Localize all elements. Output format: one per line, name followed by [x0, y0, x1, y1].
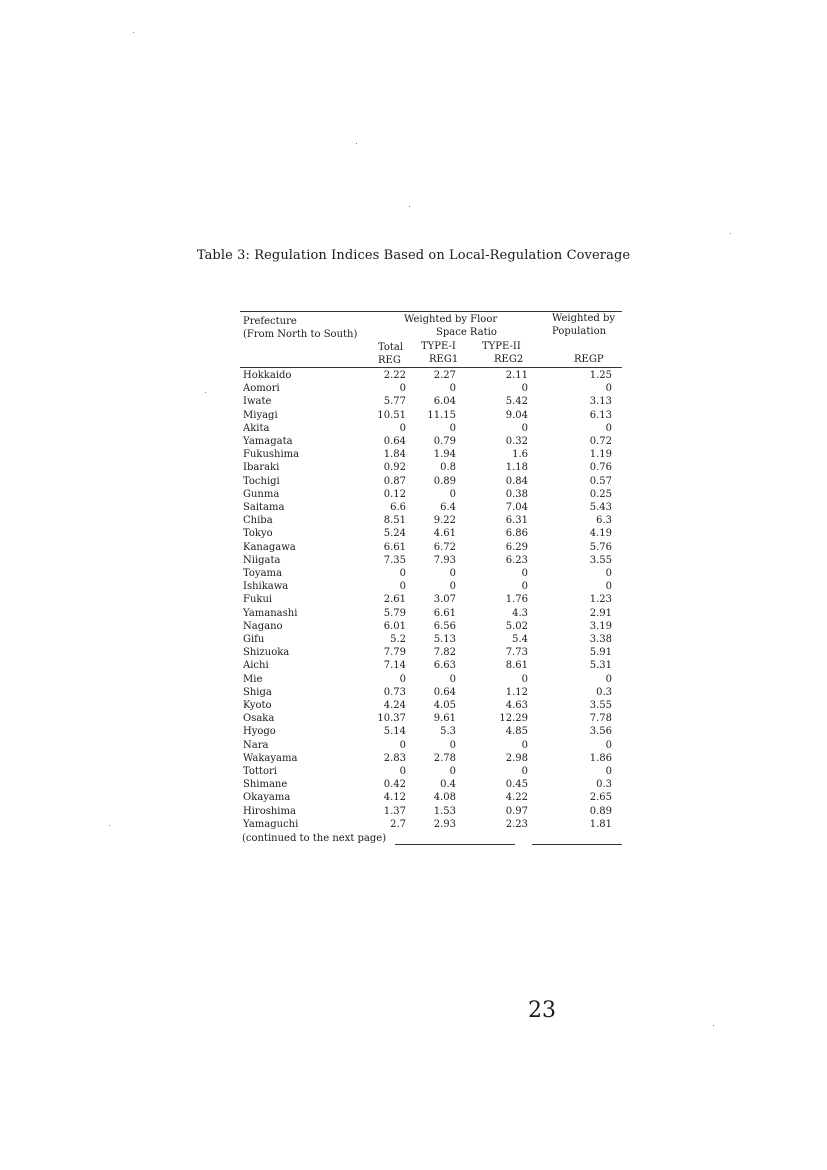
- cell-total: 2.7: [390, 818, 406, 830]
- cell-regp: 0: [605, 383, 612, 395]
- table-row: [240, 752, 622, 765]
- header-pop-group-line1: Weighted by: [552, 313, 615, 324]
- cell-prefecture: Gunma: [243, 488, 280, 500]
- cell-total: 0: [399, 673, 406, 685]
- cell-reg2: 1.6: [512, 449, 528, 461]
- cell-prefecture: Osaka: [243, 713, 275, 725]
- cell-reg2: 7.73: [505, 647, 528, 659]
- cell-total: 7.35: [383, 554, 406, 566]
- table-row: [240, 739, 622, 752]
- table-row: [240, 395, 622, 408]
- cell-reg1: 0.64: [433, 686, 456, 698]
- cell-prefecture: Hokkaido: [243, 370, 292, 381]
- cell-reg2: 6.23: [505, 554, 528, 566]
- cell-reg1: 9.22: [433, 515, 456, 527]
- table-row: [240, 422, 622, 435]
- table-row: [240, 435, 622, 448]
- cell-total: 4.24: [383, 700, 406, 711]
- cell-reg1: 0.79: [433, 436, 456, 447]
- cell-reg2: 0: [521, 739, 528, 751]
- page-number: 23: [528, 998, 556, 1023]
- cell-reg2: 5.02: [505, 620, 528, 632]
- cell-reg1: 4.05: [433, 700, 456, 711]
- cell-total: 5.2: [390, 634, 406, 645]
- scan-speck: [713, 1025, 714, 1026]
- cell-total: 5.14: [383, 726, 406, 738]
- cell-total: 5.79: [383, 607, 406, 619]
- cell-reg1: 6.4: [440, 502, 456, 513]
- cell-regp: 0.25: [589, 488, 612, 500]
- cell-reg1: 0: [449, 581, 456, 593]
- cell-reg2: 0: [521, 568, 528, 579]
- cell-reg2: 1.76: [505, 594, 528, 606]
- cell-prefecture: Kanagawa: [243, 541, 296, 553]
- cell-regp: 0.3: [596, 686, 612, 698]
- cell-total: 0.87: [383, 475, 406, 487]
- table-row: [240, 369, 622, 382]
- cell-regp: 2.65: [589, 792, 612, 804]
- cell-reg1: 7.82: [433, 647, 456, 659]
- cell-reg1: 0: [449, 568, 456, 579]
- table-caption: Table 3: Regulation Indices Based on Local-Regulation Coverage: [196, 248, 631, 263]
- cell-reg2: 4.3: [512, 607, 528, 619]
- cell-prefecture: Shiga: [243, 686, 272, 698]
- header-type1-line2: REG1: [429, 354, 459, 365]
- cell-total: 0.42: [383, 779, 406, 791]
- cell-regp: 0: [605, 739, 612, 751]
- cell-prefecture: Tokyo: [243, 528, 273, 540]
- table-row: [240, 805, 622, 818]
- cell-reg1: 0.4: [440, 779, 456, 791]
- cell-regp: 6.3: [596, 515, 612, 527]
- cell-reg1: 0: [449, 766, 456, 777]
- cell-regp: 0: [605, 673, 612, 685]
- cell-reg2: 4.85: [505, 726, 528, 738]
- cell-total: 6.01: [383, 620, 406, 632]
- cell-regp: 5.91: [589, 647, 612, 659]
- cell-reg1: 0: [449, 422, 456, 434]
- cell-reg2: 6.29: [505, 541, 528, 553]
- cell-regp: 1.19: [589, 449, 612, 461]
- cell-reg1: 11.15: [427, 409, 456, 421]
- table-row: [240, 514, 622, 527]
- cell-prefecture: Fukui: [243, 594, 273, 606]
- cell-prefecture: Mie: [243, 673, 263, 685]
- table-row: [240, 382, 622, 395]
- cell-prefecture: Wakayama: [243, 752, 298, 764]
- cell-regp: 0: [605, 422, 612, 434]
- cell-reg2: 0: [521, 581, 528, 593]
- cell-reg1: 4.61: [433, 528, 456, 540]
- cell-total: 0.64: [383, 436, 406, 447]
- cell-reg2: 4.63: [505, 700, 528, 711]
- table-row: [240, 461, 622, 474]
- cell-total: 0.12: [383, 488, 406, 500]
- cell-total: 0: [399, 581, 406, 593]
- table-row: [240, 607, 622, 620]
- cell-reg2: 0.38: [505, 488, 528, 500]
- cell-total: 10.37: [377, 713, 406, 725]
- cell-regp: 1.25: [589, 370, 612, 381]
- cell-reg2: 9.04: [505, 409, 528, 421]
- header-regp: REGP: [574, 354, 604, 365]
- table-row: [240, 501, 622, 514]
- cell-reg1: 2.27: [433, 370, 456, 381]
- cell-total: 8.51: [383, 515, 406, 527]
- header-floor-group-line1: Weighted by Floor: [404, 314, 498, 325]
- cell-reg2: 5.4: [512, 634, 528, 645]
- cell-total: 0: [399, 568, 406, 579]
- table-row: [240, 646, 622, 659]
- cell-regp: 3.56: [589, 726, 612, 738]
- table-row: [240, 791, 622, 804]
- cell-prefecture: Ishikawa: [243, 581, 289, 593]
- cell-prefecture: Shizuoka: [243, 647, 290, 659]
- cell-total: 6.6: [390, 502, 406, 513]
- cell-total: 0: [399, 739, 406, 751]
- table-row: [240, 580, 622, 593]
- cell-total: 2.83: [383, 752, 406, 764]
- scan-speck: [356, 143, 357, 144]
- cell-reg2: 4.22: [505, 792, 528, 804]
- cell-prefecture: Hiroshima: [243, 805, 296, 817]
- table-row: [240, 712, 622, 725]
- table-row: [240, 448, 622, 461]
- cell-reg2: 0.32: [505, 436, 528, 447]
- cell-reg2: 12.29: [499, 713, 528, 725]
- cell-prefecture: Aomori: [243, 383, 280, 395]
- header-total-line1: Total: [378, 342, 404, 353]
- cell-prefecture: Fukushima: [243, 449, 300, 461]
- cell-regp: 3.55: [589, 700, 612, 711]
- table-row: [240, 818, 622, 831]
- cell-total: 2.61: [383, 594, 406, 606]
- cell-reg2: 0: [521, 422, 528, 434]
- cell-reg1: 1.53: [433, 805, 456, 817]
- table-row: [240, 765, 622, 778]
- cell-regp: 7.78: [589, 713, 612, 725]
- cell-reg1: 6.56: [433, 620, 456, 632]
- table-row: [240, 673, 622, 686]
- cell-reg1: 3.07: [433, 594, 456, 606]
- cell-prefecture: Yamaguchi: [243, 818, 299, 830]
- cell-regp: 3.38: [589, 634, 612, 645]
- cell-reg2: 0.84: [505, 475, 528, 487]
- cell-reg2: 0: [521, 766, 528, 777]
- cell-reg1: 0: [449, 488, 456, 500]
- cell-regp: 0.76: [589, 462, 612, 474]
- cell-prefecture: Kyoto: [243, 700, 272, 711]
- cell-prefecture: Hyogo: [243, 726, 276, 738]
- table-row: [240, 659, 622, 672]
- cell-regp: 3.19: [589, 620, 612, 632]
- cell-reg1: 2.93: [433, 818, 456, 830]
- cell-reg1: 5.13: [433, 634, 456, 645]
- bottom-rule-right: [532, 844, 622, 845]
- table-row: [240, 409, 622, 422]
- cell-reg1: 5.3: [440, 726, 456, 738]
- table-row: [240, 699, 622, 712]
- table-row: [240, 633, 622, 646]
- cell-total: 0: [399, 383, 406, 395]
- header-order: (From North to South): [243, 329, 358, 340]
- cell-reg1: 0.8: [440, 462, 456, 474]
- cell-prefecture: Gifu: [243, 634, 265, 645]
- cell-reg1: 6.61: [433, 607, 456, 619]
- cell-prefecture: Toyama: [243, 568, 282, 579]
- cell-regp: 1.86: [589, 752, 612, 764]
- header-type1-line1: TYPE-I: [421, 341, 456, 352]
- cell-total: 6.61: [383, 541, 406, 553]
- cell-total: 0: [399, 422, 406, 434]
- cell-reg1: 0: [449, 673, 456, 685]
- cell-prefecture: Ibaraki: [243, 462, 280, 474]
- cell-reg1: 2.78: [433, 752, 456, 764]
- cell-prefecture: Nagano: [243, 620, 283, 632]
- cell-total: 7.14: [383, 660, 406, 672]
- cell-total: 1.37: [383, 805, 406, 817]
- cell-regp: 0.89: [589, 805, 612, 817]
- cell-regp: 0.3: [596, 779, 612, 791]
- cell-regp: 3.55: [589, 554, 612, 566]
- cell-total: 0: [399, 766, 406, 777]
- table-row: [240, 686, 622, 699]
- cell-regp: 2.91: [589, 607, 612, 619]
- table-row: [240, 527, 622, 540]
- cell-total: 0.73: [383, 686, 406, 698]
- cell-total: 10.51: [377, 409, 406, 421]
- cell-prefecture: Miyagi: [243, 409, 278, 421]
- cell-reg2: 6.31: [505, 515, 528, 527]
- cell-prefecture: Tochigi: [243, 475, 280, 487]
- cell-prefecture: Yamanashi: [243, 607, 298, 619]
- header-floor-group-line2: Space Ratio: [436, 327, 497, 338]
- cell-total: 2.22: [383, 370, 406, 381]
- cell-prefecture: Chiba: [243, 515, 273, 527]
- cell-reg2: 0: [521, 383, 528, 395]
- cell-prefecture: Shimane: [243, 779, 288, 791]
- cell-reg2: 2.11: [505, 370, 528, 381]
- cell-regp: 5.31: [589, 660, 612, 672]
- cell-reg1: 1.94: [433, 449, 456, 461]
- cell-reg2: 7.04: [505, 502, 528, 513]
- cell-total: 0.92: [383, 462, 406, 474]
- cell-reg2: 1.12: [505, 686, 528, 698]
- cell-reg1: 0.89: [433, 475, 456, 487]
- table-row: [240, 488, 622, 501]
- cell-reg2: 1.18: [505, 462, 528, 474]
- cell-reg2: 6.86: [505, 528, 528, 540]
- table-footnote: (continued to the next page): [242, 833, 387, 844]
- cell-reg2: 0: [521, 673, 528, 685]
- scan-speck: [133, 32, 134, 33]
- cell-regp: 0.57: [589, 475, 612, 487]
- header-prefecture: Prefecture: [243, 316, 297, 327]
- table-row: [240, 778, 622, 791]
- cell-total: 5.77: [383, 396, 406, 408]
- table-row: [240, 475, 622, 488]
- cell-prefecture: Nara: [243, 739, 269, 751]
- cell-regp: 0: [605, 766, 612, 777]
- cell-regp: 0: [605, 568, 612, 579]
- table-row: [240, 593, 622, 606]
- cell-prefecture: Yamagata: [243, 436, 293, 447]
- cell-reg2: 0.97: [505, 805, 528, 817]
- scan-speck: [730, 233, 731, 234]
- table-row: [240, 567, 622, 580]
- header-type2-line2: REG2: [494, 354, 524, 365]
- cell-regp: 5.43: [589, 502, 612, 513]
- header-total-line2: REG: [378, 355, 401, 366]
- cell-regp: 0.72: [589, 436, 612, 447]
- cell-regp: 0: [605, 581, 612, 593]
- cell-reg2: 5.42: [505, 396, 528, 408]
- cell-reg1: 6.63: [433, 660, 456, 672]
- cell-regp: 5.76: [589, 541, 612, 553]
- cell-regp: 6.13: [589, 409, 612, 421]
- cell-reg1: 0: [449, 383, 456, 395]
- cell-regp: 4.19: [589, 528, 612, 540]
- cell-reg1: 6.04: [433, 396, 456, 408]
- cell-reg2: 2.23: [505, 818, 528, 830]
- cell-prefecture: Akita: [243, 422, 270, 434]
- scan-speck: [409, 206, 410, 207]
- cell-reg1: 9.61: [433, 713, 456, 725]
- cell-prefecture: Niigata: [243, 554, 281, 566]
- table-row: [240, 541, 622, 554]
- cell-prefecture: Saitama: [243, 502, 285, 513]
- table-row: [240, 725, 622, 738]
- cell-prefecture: Okayama: [243, 792, 291, 804]
- cell-reg1: 7.93: [433, 554, 456, 566]
- cell-reg1: 4.08: [433, 792, 456, 804]
- cell-total: 5.24: [383, 528, 406, 540]
- cell-regp: 3.13: [589, 396, 612, 408]
- header-rule: [240, 367, 622, 368]
- header-type2-line1: TYPE-II: [482, 341, 521, 352]
- cell-prefecture: Aichi: [243, 660, 269, 672]
- header-pop-group-line2: Population: [552, 326, 607, 337]
- cell-reg2: 0.45: [505, 779, 528, 791]
- cell-prefecture: Iwate: [243, 396, 272, 408]
- cell-reg1: 6.72: [433, 541, 456, 553]
- bottom-rule-left: [395, 844, 515, 845]
- cell-regp: 1.81: [589, 818, 612, 830]
- table-row: [240, 620, 622, 633]
- scan-speck: [109, 825, 110, 826]
- cell-total: 1.84: [383, 449, 406, 461]
- cell-total: 4.12: [383, 792, 406, 804]
- scan-speck: [205, 392, 206, 393]
- cell-regp: 1.23: [589, 594, 612, 606]
- cell-reg1: 0: [449, 739, 456, 751]
- cell-reg2: 8.61: [505, 660, 528, 672]
- cell-total: 7.79: [383, 647, 406, 659]
- cell-reg2: 2.98: [505, 752, 528, 764]
- table-row: [240, 554, 622, 567]
- cell-prefecture: Tottori: [243, 766, 277, 777]
